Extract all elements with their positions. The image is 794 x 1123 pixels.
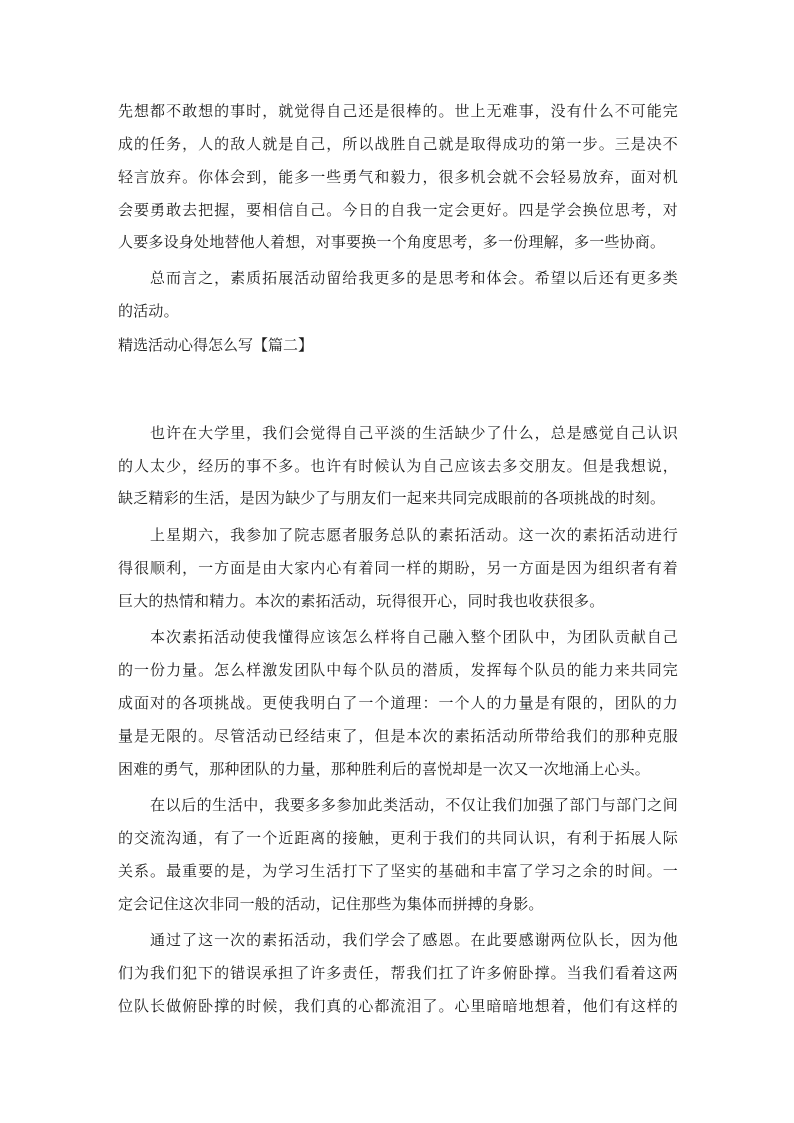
text-line: 量是无限的。尽管活动已经结束了，但是本次的素拓活动所带给我们的那种克服	[118, 727, 678, 745]
text-line: 的人太少，经历的事不多。也许有时候认为自己应该去多交朋友。但是我想说，	[118, 457, 678, 475]
section-heading: 精选活动心得怎么写【篇二】	[118, 336, 314, 354]
text-line: 关系。最重要的是，为学习生活打下了坚实的基础和丰富了学习之余的时间。一	[118, 862, 678, 880]
text-line: 先想都不敢想的事时，就觉得自己还是很棒的。世上无难事，没有什么不可能完	[118, 102, 678, 120]
text-line: 总而言之，素质拓展活动留给我更多的是思考和体会。希望以后还有更多类	[150, 269, 678, 287]
text-line: 通过了这一次的素拓活动，我们学会了感恩。在此要感谢两位队长，因为他	[150, 931, 678, 949]
text-line: 在以后的生活中，我要多多参加此类活动，不仅让我们加强了部门与部门之间	[150, 796, 678, 814]
text-line: 本次素拓活动使我懂得应该怎么样将自己融入整个团队中，为团队贡献自己	[150, 628, 678, 646]
text-line: 轻言放弃。你体会到，能多一些勇气和毅力，很多机会就不会轻易放弃，面对机	[118, 168, 678, 186]
text-line: 定会记住这次非同一般的活动，记住那些为集体而拼搏的身影。	[118, 895, 544, 913]
text-line: 的活动。	[118, 302, 179, 320]
text-line: 人要多设身处地替他人着想，对事要换一个角度思考，多一份理解，多一些协商。	[118, 233, 666, 251]
text-line: 的一份力量。怎么样激发团队中每个队员的潜质，发挥每个队员的能力来共同完	[118, 661, 678, 679]
text-line: 们为我们犯下的错误承担了许多责任，帮我们扛了许多俯卧撑。当我们看着这两	[118, 964, 678, 982]
text-line: 位队长做俯卧撑的时候，我们真的心都流泪了。心里暗暗地想着，他们有这样的	[118, 997, 678, 1015]
text-line: 会要勇敢去把握，要相信自己。今日的自我一定会更好。四是学会换位思考，对	[118, 201, 678, 219]
text-line: 上星期六，我参加了院志愿者服务总队的素拓活动。这一次的素拓活动进行	[150, 526, 678, 544]
text-line: 成的任务，人的敌人就是自己，所以战胜自己就是取得成功的第一步。三是决不	[118, 135, 678, 153]
text-line: 巨大的热情和精力。本次的素拓活动，玩得很开心，同时我也收获很多。	[118, 592, 605, 610]
text-line: 也许在大学里，我们会觉得自己平淡的生活缺少了什么，总是感觉自己认识	[150, 424, 678, 442]
text-line: 得很顺利，一方面是由大家内心有着同一样的期盼，另一方面是因为组织者有着	[118, 559, 678, 577]
text-line: 缺乏精彩的生活，是因为缺少了与朋友们一起来共同完成眼前的各项挑战的时刻。	[118, 489, 666, 507]
text-line: 的交流沟通，有了一个近距离的接触，更利于我们的共同认识，有利于拓展人际	[118, 829, 678, 847]
text-line: 成面对的各项挑战。更使我明白了一个道理：一个人的力量是有限的，团队的力	[118, 694, 678, 712]
text-line: 困难的勇气，那种团队的力量，那种胜利后的喜悦却是一次又一次地涌上心头。	[118, 760, 651, 778]
